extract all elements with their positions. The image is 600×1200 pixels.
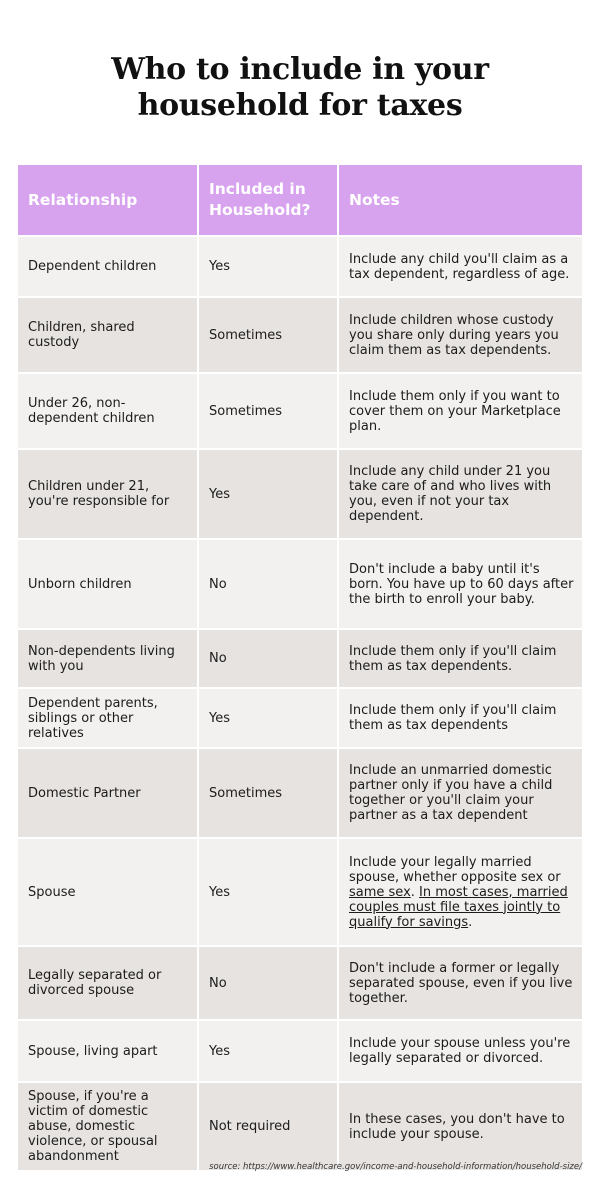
included-cell: Yes	[199, 237, 339, 296]
included-cell: Sometimes	[199, 374, 339, 448]
table-row	[18, 237, 582, 298]
table-row	[18, 298, 582, 374]
notes-cell: Include any child you'll claim as a tax dependent, regardless of age.	[339, 237, 582, 296]
relationship-cell: Under 26, non-dependent children	[18, 374, 199, 448]
relationship-cell: Dependent parents, siblings or other relatives	[18, 689, 199, 747]
relationship-cell: Unborn children	[18, 540, 199, 628]
notes-cell: Include an unmarried domestic partner only if you have a child together or you'll claim your partner as a tax dependent	[339, 749, 582, 837]
relationship-cell: Domestic Partner	[18, 749, 199, 837]
page-title	[0, 52, 600, 124]
source-citation: source: https://www.healthcare.gov/income-and-household-information/household-size/	[209, 1162, 582, 1172]
relationship-cell: Spouse	[18, 839, 199, 945]
table-row	[18, 689, 582, 749]
spouse-note-text-b: .	[410, 884, 420, 900]
file-jointly-link[interactable]: In most cases, married couples must file taxes jointly to qualify for savings	[349, 884, 568, 930]
included-cell: Sometimes	[199, 749, 339, 837]
spouse-note-text-a: Include your legally married spouse, whether opposite sex or	[349, 854, 561, 885]
title-line-1: Who to include in your	[111, 52, 489, 87]
notes-cell	[339, 839, 582, 945]
table-row	[18, 450, 582, 540]
table-row	[18, 1021, 582, 1083]
notes-cell: Include them only if you'll claim them as tax dependents	[339, 689, 582, 747]
table-row	[18, 839, 582, 947]
notes-cell: In these cases, you don't have to include your spouse.	[339, 1083, 582, 1170]
included-cell: Yes	[199, 1021, 339, 1081]
title-line-2: household for taxes	[137, 88, 463, 123]
notes-cell: Include them only if you want to cover them on your Marketplace plan.	[339, 374, 582, 448]
relationship-cell: Children, shared custody	[18, 298, 199, 372]
relationship-cell: Dependent children	[18, 237, 199, 296]
included-cell: Yes	[199, 450, 339, 538]
relationship-cell: Legally separated or divorced spouse	[18, 947, 199, 1019]
included-cell: Yes	[199, 839, 339, 945]
included-cell: Not required	[199, 1083, 339, 1170]
notes-cell: Include any child under 21 you take care of and who lives with you, even if not your tax dependent.	[339, 450, 582, 538]
table-row	[18, 374, 582, 450]
included-cell: No	[199, 540, 339, 628]
notes-cell: Don't include a former or legally separated spouse, even if you live together.	[339, 947, 582, 1019]
included-cell: No	[199, 947, 339, 1019]
same-sex-link[interactable]: same sex	[349, 884, 411, 900]
header-notes: Notes	[339, 165, 582, 235]
included-cell: Sometimes	[199, 298, 339, 372]
relationship-cell: Spouse, living apart	[18, 1021, 199, 1081]
table-row	[18, 749, 582, 839]
notes-cell: Include children whose custody you share only during years you claim them as tax dependents.	[339, 298, 582, 372]
relationship-cell: Spouse, if you're a victim of domestic abuse, domestic violence, or spousal abandonment	[18, 1083, 199, 1170]
included-cell: Yes	[199, 689, 339, 747]
table-row	[18, 947, 582, 1021]
table-header-row	[18, 165, 582, 237]
table-row	[18, 540, 582, 630]
notes-cell: Don't include a baby until it's born. You have up to 60 days after the birth to enroll your baby.	[339, 540, 582, 628]
header-included: Included in Household?	[199, 165, 339, 235]
notes-cell: Include them only if you'll claim them as tax dependents.	[339, 630, 582, 687]
table-row	[18, 630, 582, 689]
header-relationship: Relationship	[18, 165, 199, 235]
household-table	[18, 165, 582, 1172]
notes-cell: Include your spouse unless you're legally separated or divorced.	[339, 1021, 582, 1081]
relationship-cell: Non-dependents living with you	[18, 630, 199, 687]
table-row	[18, 1083, 582, 1172]
spouse-note	[349, 855, 576, 930]
included-cell: No	[199, 630, 339, 687]
relationship-cell: Children under 21, you're responsible for	[18, 450, 199, 538]
spouse-note-text-c: .	[468, 914, 473, 930]
